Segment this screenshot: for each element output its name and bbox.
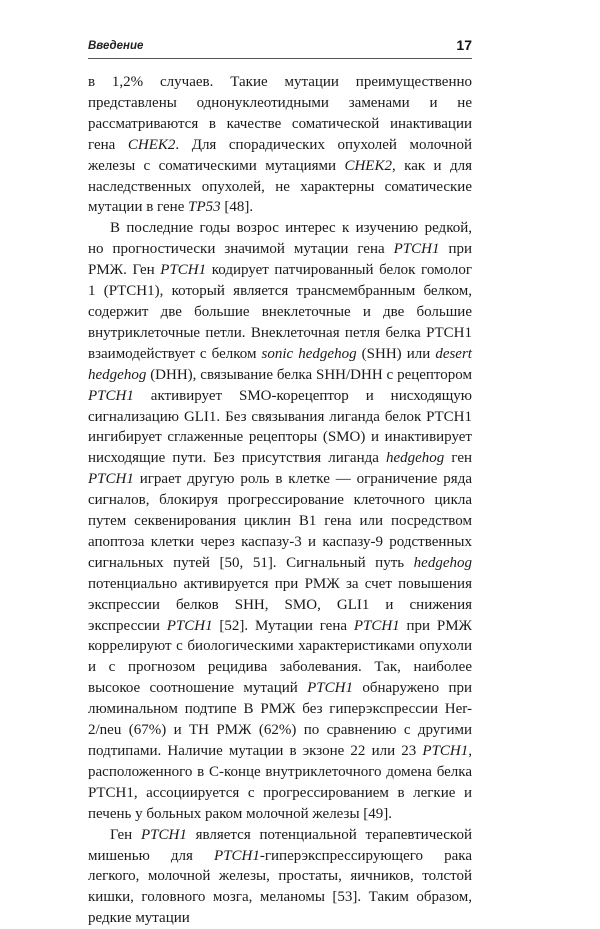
body-text: [88, 72, 472, 929]
paragraph-2: В последние годы возрос интерес к изучению редкой, но прогностически значимой мутации гена PTCH1 при РМЖ. Ген PTCH1 кодирует патчированный белок гомолог 1 (PTCH1), который является трансмембранным белком, содержит две большие внеклеточные и две большие внутриклеточные петли. Внеклеточная петля белка PTCH1 взаимодействует с белком sonic hedgehog (SHH) или desert hedgehog (DHH), связывание белка SHH/DHH с рецептором PTCH1 активирует SMO-корецептор и нисходящую сигнализацию GLI1. Без связывания лиганда белок PTCH1 ингибирует сглаженные рецепторы (SMO) и инактивирует нисходящие пути. Без присутствия лиганда hedgehog ген PTCH1 играет другую роль в клетке — ограничение ряда сигналов, блокируя прогрессирование клеточного цикла путем секвенирования циклин B1 гена или посредством апоптоза клетки через каспазу-3 и каспазу-9 родственных сигнальных путей [50, 51]. Сигнальный путь hedgehog потенциально активируется при РМЖ за счет повышения экспрессии белков SHH, SMO, GLI1 и снижения экспрессии PTCH1 [52]. Мутации гена PTCH1 при РМЖ коррелируют с биологическими характеристиками опухоли и с прогнозом рецидива заболевания. Так, наиболее высокое соотношение мутаций PTCH1 обнаружено при люминальном подтипе B РМЖ без гиперэкспрессии Her-2/neu (67%) и ТН РМЖ (62%) по сравнению с другими подтипами. Наличие мутации в экзоне 22 или 23 PTCH1, расположенного в C-конце внутриклеточного домена белка PTCH1, ассоциируется с прогрессированием в легкие и печень у больных раком молочной железы [49].: [88, 220, 473, 822]
running-header: [88, 36, 472, 59]
section-title: Введение: [88, 40, 144, 52]
paragraph-3: Ген PTCH1 является потенциальной терапевтической мишенью для PTCH1-гиперэкспрессирующего рака легкого, молочной железы, простаты, яичников, толстой кишки, головного мозга, меланомы [53]. Таким образом, редкие мутации: [88, 826, 472, 927]
paragraph-1: в 1,2% случаев. Такие мутации преимущественно представлены однонуклеотидными заменами и не рассматриваются в качестве соматической инактивации гена CHEK2. Для спорадических опухолей молочной железы с соматическими мутациями CHEK2, как и для наследственных опухолей, не характерны соматические мутации в гене TP53 [48].: [88, 74, 472, 216]
page-number: 17: [456, 37, 472, 53]
